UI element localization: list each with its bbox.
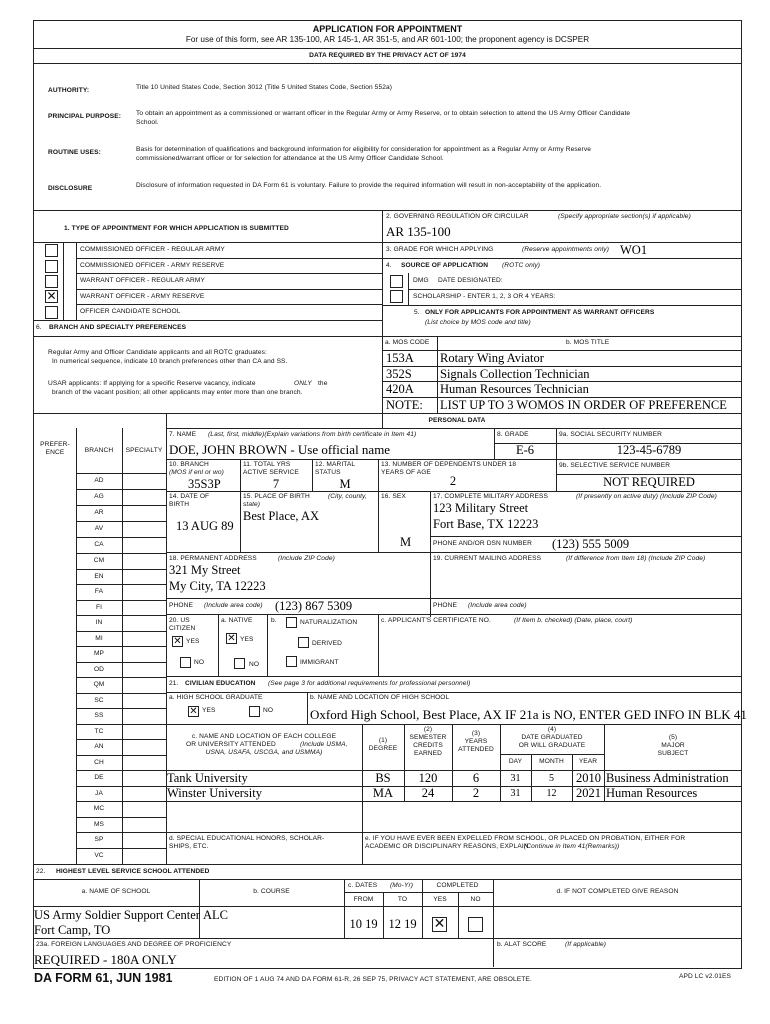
citizen-no-label: NO xyxy=(194,659,205,666)
graduated-header-2: OR WILL GRADUATE xyxy=(518,742,586,749)
citizen-no-checkbox[interactable] xyxy=(180,657,191,668)
college-credits[interactable]: 120 xyxy=(418,771,438,785)
native-no-label: NO xyxy=(249,661,260,668)
branch-code: AR xyxy=(94,509,104,516)
citizen-label: 20. US xyxy=(169,617,190,624)
college-name[interactable]: Tank University xyxy=(167,771,248,785)
military-address-line-1[interactable]: 123 Military Street xyxy=(433,501,529,515)
routine-uses-label: ROUTINE USES: xyxy=(48,149,101,156)
college-day[interactable]: 31 xyxy=(510,788,521,799)
college-day[interactable]: 31 xyxy=(510,773,521,784)
specialty-header: SPECIALTY xyxy=(125,447,163,454)
citizen-yes-label: YES xyxy=(186,638,200,645)
dob-label: 14. DATE OF xyxy=(169,493,210,500)
branch-instructions-4: branch of the vacant position; all other applicants may enter more than one branch. xyxy=(52,389,303,396)
college-month[interactable]: 5 xyxy=(549,773,554,784)
grade-label: 8. GRADE xyxy=(497,431,529,438)
ssn-label: 9a. SOCIAL SECURITY NUMBER xyxy=(559,431,662,438)
grade-applying-label: 3. GRADE FOR WHICH APPLYING xyxy=(386,246,494,253)
mailing-address-label: 19. CURRENT MAILING ADDRESS xyxy=(433,555,542,562)
marital-label: 12. MARITAL xyxy=(315,461,356,468)
not-completed-header: d. IF NOT COMPLETED GIVE REASON xyxy=(556,888,679,895)
preference-header-2: ENCE xyxy=(45,449,65,456)
ssn-value[interactable]: 123-45-6789 xyxy=(616,443,682,457)
wo-section-num: 5. xyxy=(414,309,420,316)
routine-uses-text-1: Basis for determination of qualifications and background information for eligibility for consideration for appointment as a Regular Army or Army Reserve xyxy=(136,146,591,153)
name-hint: (Last, first, middle)(Explain variations from birth certificate in Item 41) xyxy=(208,431,417,438)
total-years-value[interactable]: 7 xyxy=(272,477,280,491)
school-name-header: a. NAME OF SCHOOL xyxy=(81,888,151,895)
authority-label: AUTHORITY: xyxy=(48,87,90,94)
hs-yes-label: YES xyxy=(202,707,216,714)
option-label: COMMISSIONED OFFICER - ARMY RESERVE xyxy=(80,262,225,269)
immigrant-label: IMMIGRANT xyxy=(300,659,339,666)
dates-header: c. DATES xyxy=(348,882,378,889)
mos-title[interactable]: Signals Collection Technician xyxy=(440,367,590,381)
dsn-label: PHONE AND/OR DSN NUMBER xyxy=(433,540,533,547)
branch-code: AV xyxy=(94,525,104,532)
major-header-num: (5) xyxy=(668,734,678,741)
college-header-3: USNA, USAFA, USCGA, and USMMA) xyxy=(205,749,323,756)
branch-code: EN xyxy=(94,573,104,580)
mailing-address-hint: (If difference from Item 18) (Include ZIP Code) xyxy=(566,555,706,562)
from-header: FROM xyxy=(353,896,374,903)
wo-section-hint: (List choice by MOS code and title) xyxy=(425,319,531,326)
college-header-2b: (Include USMA, xyxy=(300,741,348,748)
completed-no-checkbox[interactable] xyxy=(468,917,483,932)
branch-code: MP xyxy=(93,650,105,657)
branch-code: CA xyxy=(94,541,104,548)
certificate-label: c. APPLICANT'S CERTIFICATE NO. xyxy=(381,617,491,624)
years-header-2: ATTENDED xyxy=(458,746,494,753)
hs-yes-checkbox[interactable]: ✕ xyxy=(189,706,198,717)
dependents-label-2: YEARS OF AGE xyxy=(381,469,431,476)
branch-instructions-2: In numerical sequence, indicate 10 branch preferences other than CA and SS. xyxy=(52,358,288,365)
option-label: WARRANT OFFICER - ARMY RESERVE xyxy=(80,293,205,300)
principal-purpose-label: PRINCIPAL PURPOSE: xyxy=(48,113,121,120)
appointment-type-label: 1. TYPE OF APPOINTMENT FOR WHICH APPLICATION IS SUBMITTED xyxy=(64,225,289,232)
branch-code: FA xyxy=(94,588,104,595)
governing-regulation-hint: (Specify appropriate section(s) if applicable) xyxy=(558,213,691,220)
degree-header: DEGREE xyxy=(368,745,398,752)
college-degree[interactable]: MA xyxy=(372,786,394,800)
dsn-value[interactable]: (123) 555 5009 xyxy=(552,537,630,551)
education-num: 21. xyxy=(169,680,179,687)
branch-code: CH xyxy=(94,759,104,766)
degree-header-num: (1) xyxy=(378,737,388,744)
college-month[interactable]: 12 xyxy=(546,788,557,799)
honors-label: d. SPECIAL EDUCATIONAL HONORS, SCHOLAR- xyxy=(169,835,325,842)
branch-code: AG xyxy=(94,493,104,500)
total-years-label-2: ACTIVE SERVICE xyxy=(243,469,299,476)
college-name[interactable]: Winster University xyxy=(167,786,262,800)
branch-code: MS xyxy=(93,821,105,828)
governing-regulation-label: 2. GOVERNING REGULATION OR CIRCULAR xyxy=(386,213,529,220)
graduated-header-num: (4) xyxy=(547,726,557,733)
branch-hint: (MOS if enl or wo) xyxy=(169,469,224,476)
routine-uses-text-2: commissioned/warrant officer or for selection for attendance at the US Army Officer Candidate School. xyxy=(136,155,444,162)
service-school-label: HIGHEST LEVEL SERVICE SCHOOL ATTENDED xyxy=(56,868,210,875)
native-label: a. NATIVE xyxy=(221,617,253,624)
naturalization-checkbox[interactable] xyxy=(286,617,297,628)
privacy-act-heading: DATA REQUIRED BY THE PRIVACY ACT OF 1974 xyxy=(309,52,466,59)
mos-code-header: a. MOS CODE xyxy=(385,339,430,346)
grade-applying-hint: (Reserve appointments only) xyxy=(522,246,609,253)
option-wo-ar-checkbox[interactable]: ✕ xyxy=(46,289,57,303)
name-label: 7. NAME xyxy=(169,431,197,438)
hs-no-checkbox[interactable] xyxy=(249,706,260,717)
citizen-yes-checkbox[interactable]: ✕ xyxy=(173,636,182,647)
month-header: MONTH xyxy=(539,758,564,765)
applicant-name[interactable]: DOE, JOHN BROWN - Use official name xyxy=(169,442,391,457)
branch-code: AN xyxy=(94,743,104,750)
branch-code: TC xyxy=(94,728,104,735)
year-header: YEAR xyxy=(578,758,598,765)
personal-data-heading: PERSONAL DATA xyxy=(428,417,486,424)
immigrant-checkbox[interactable] xyxy=(286,656,297,667)
phone-value[interactable]: (123) 867 5309 xyxy=(275,599,353,613)
dmg-label: DMG xyxy=(413,277,429,284)
selective-service-label: 9b. SELECTIVE SERVICE NUMBER xyxy=(559,462,671,469)
phone-hint: (Include area code) xyxy=(204,602,263,609)
branch-header: BRANCH xyxy=(84,447,114,454)
alat-hint: (If applicable) xyxy=(565,941,607,948)
dependents-value[interactable]: 2 xyxy=(449,474,457,488)
option-co-ra-checkbox[interactable] xyxy=(45,244,58,257)
pob-hint: (City, county, xyxy=(328,493,367,500)
course-header: b. COURSE xyxy=(253,888,290,895)
branch-label: 10. BRANCH xyxy=(169,461,209,468)
credits-header-3: EARNED xyxy=(413,750,443,757)
branch-code: QM xyxy=(93,681,105,688)
mos-title[interactable]: Human Resources Technician xyxy=(440,382,589,396)
mos-code[interactable]: 420A xyxy=(386,382,414,396)
education-label: CIVILIAN EDUCATION xyxy=(185,680,256,687)
college-major[interactable]: Business Administration xyxy=(606,771,729,785)
branch-code: IN xyxy=(95,619,103,626)
expelled-label-2: ACADEMIC OR DISCIPLINARY REASONS, EXPLAIN xyxy=(365,843,529,850)
school-location[interactable]: Fort Camp, TO xyxy=(34,923,111,937)
selective-service-value[interactable]: NOT REQUIRED xyxy=(603,475,695,489)
major-header-2: SUBJECT xyxy=(657,750,689,757)
option-b-label: b. xyxy=(271,617,277,624)
native-yes-checkbox[interactable]: ✕ xyxy=(227,633,236,644)
military-address-label: 17. COMPLETE MILITARY ADDRESS xyxy=(433,493,549,500)
dates-hint: (Mo-Yr) xyxy=(390,882,414,889)
graduated-header: DATE GRADUATED xyxy=(521,734,583,741)
school-name[interactable]: US Army Soldier Support Center xyxy=(34,908,200,922)
college-header-2: OR UNIVERSITY ATTENDED xyxy=(186,741,276,748)
college-major[interactable]: Human Resources xyxy=(606,786,698,800)
branch-code: VC xyxy=(94,852,104,859)
mos-note: LIST UP TO 3 WOMOS IN ORDER OF PREFERENCE xyxy=(440,398,727,412)
apd-version: APD LC v2.01ES xyxy=(679,973,731,980)
college-years[interactable]: 6 xyxy=(472,771,480,785)
sex-label: 16. SEX xyxy=(381,493,406,500)
form-subtitle: For use of this form, see AR 135-100, AR 145-1, AR 351-5, and AR 601-100; the proponent agency is DCSPER xyxy=(185,35,590,44)
disclosure-text: Disclosure of information requested in DA Form 61 is voluntary. Failure to provide the required information will result in non-acceptability of the application. xyxy=(136,182,602,189)
credits-header-2: CREDITS xyxy=(413,742,443,749)
credits-header-num: (2) xyxy=(423,726,433,733)
branch-instructions-only: ONLY xyxy=(294,380,312,387)
years-header: YEARS xyxy=(464,738,488,745)
pob-hint-2: state) xyxy=(243,501,261,508)
branch-code: SP xyxy=(94,836,104,843)
total-years-label: 11. TOTAL YRS xyxy=(243,461,291,468)
permanent-address-line-2[interactable]: My City, TA 12223 xyxy=(169,579,266,593)
sex-value[interactable]: M xyxy=(400,535,412,549)
phone-label: PHONE xyxy=(169,602,193,609)
mos-code[interactable]: 352S xyxy=(386,367,412,381)
permanent-address-label: 18. PERMANENT ADDRESS xyxy=(169,555,257,562)
marital-label-2: STATUS xyxy=(315,469,341,476)
college-header-1: c. NAME AND LOCATION OF EACH COLLEGE xyxy=(191,733,337,740)
option-label: WARRANT OFFICER - REGULAR ARMY xyxy=(80,277,205,284)
mailing-phone-hint: (Include area code) xyxy=(468,602,527,609)
honors-label-2: SHIPS, ETC. xyxy=(169,843,209,850)
pob-label: 15. PLACE OF BIRTH xyxy=(243,493,310,500)
branch-instructions-the: the xyxy=(318,380,328,387)
branch-pref-label: BRANCH AND SPECIALTY PREFERENCES xyxy=(49,324,187,331)
mailing-phone-label: PHONE xyxy=(433,602,457,609)
dob-label-2: BIRTH xyxy=(169,501,190,508)
completed-header: COMPLETED xyxy=(436,882,479,889)
expelled-label: e. IF YOU HAVE EVER BEEN EXPELLED FROM SCHOOL, OR PLACED ON PROBATION, EITHER FOR xyxy=(365,835,686,842)
day-header: DAY xyxy=(508,758,523,765)
to-value[interactable]: 12 19 xyxy=(388,917,417,931)
certificate-hint: (If Item b. checked) (Date, place, court) xyxy=(514,617,633,624)
dependents-label: 13. NUMBER OF DEPENDENTS UNDER 18 xyxy=(381,461,517,468)
branch-code: MI xyxy=(95,635,103,642)
branch-code: SC xyxy=(94,697,104,704)
military-address-line-2[interactable]: Fort Base, TX 12223 xyxy=(433,517,539,531)
mos-title[interactable]: Rotary Wing Aviator xyxy=(440,351,544,365)
option-label: COMMISSIONED OFFICER - REGULAR ARMY xyxy=(80,246,225,253)
hs-location-label: b. NAME AND LOCATION OF HIGH SCHOOL xyxy=(310,694,450,701)
wo-section-label: ONLY FOR APPLICANTS FOR APPOINTMENT AS WARRANT OFFICERS xyxy=(425,309,655,316)
branch-code: FI xyxy=(95,604,103,611)
education-hint: (See page 3 for additional requirements for professional personnel) xyxy=(268,680,471,687)
permanent-address-hint: (Include ZIP Code) xyxy=(278,555,335,562)
branch-code: MC xyxy=(93,805,105,812)
disclosure-label: DISCLOSURE xyxy=(48,185,93,192)
branch-code: OD xyxy=(93,666,105,673)
naturalization-label: NATURALIZATION xyxy=(300,619,358,626)
governing-regulation-value[interactable]: AR 135-100 xyxy=(386,224,451,239)
branch-value[interactable]: 35S3P xyxy=(188,477,221,491)
permanent-address-line-1[interactable]: 321 My Street xyxy=(169,563,241,577)
to-header: TO xyxy=(397,896,408,903)
source-label: SOURCE OF APPLICATION xyxy=(401,262,489,269)
native-no-checkbox[interactable] xyxy=(234,658,245,669)
branch-code: JA xyxy=(95,790,103,797)
major-header: MAJOR xyxy=(661,742,685,749)
branch-code: DE xyxy=(94,774,104,781)
edition-note: EDITION OF 1 AUG 74 AND DA FORM 61-R, 26 SEP 75, PRIVACY ACT STATEMENT, ARE OBSOLETE. xyxy=(214,976,532,983)
hs-name-location[interactable]: Oxford High School, Best Place, AX IF 21a is NO, ENTER GED INFO IN BLK 41 xyxy=(310,707,747,722)
hs-no-label: NO xyxy=(263,707,274,714)
pob-value[interactable]: Best Place, AX xyxy=(243,509,320,523)
scholarship-checkbox[interactable] xyxy=(390,290,403,303)
principal-purpose-text-1: To obtain an appointment as a commissioned or warrant officer in the Regular Army or Army Reserve, or to obtain selection to attend the US Army Officer Candidate xyxy=(136,110,631,117)
service-school-num: 22. xyxy=(36,868,46,875)
college-degree[interactable]: BS xyxy=(375,771,391,785)
principal-purpose-text-2: School. xyxy=(136,119,159,126)
native-yes-label: YES xyxy=(240,636,254,643)
college-years[interactable]: 2 xyxy=(472,786,480,800)
dob-value[interactable]: 13 AUG 89 xyxy=(176,519,234,533)
form-number: DA FORM 61, JUN 1981 xyxy=(34,971,173,985)
completed-no-header: NO xyxy=(470,896,481,903)
mos-code[interactable]: 153A xyxy=(386,351,414,365)
languages-label: 23a. FOREIGN LANGUAGES AND DEGREE OF PROFICIENCY xyxy=(36,941,232,948)
branch-instructions-3: USAR applicants: If applying for a specific Reserve vacancy, indicate xyxy=(48,380,256,387)
branch-instructions-1: Regular Army and Officer Candidate applicants and all ROTC graduates: xyxy=(48,349,267,356)
dmg-checkbox[interactable] xyxy=(390,275,403,288)
grade-value[interactable]: E-6 xyxy=(515,443,535,457)
option-ocs-checkbox[interactable] xyxy=(45,306,58,319)
college-year[interactable]: 2010 xyxy=(576,771,601,785)
alat-label: b. ALAT SCORE xyxy=(497,941,547,948)
military-address-hint: (If presently on active duty) (Include ZIP Code) xyxy=(576,493,717,500)
date-designated-label: DATE DESIGNATED: xyxy=(438,277,503,284)
hs-graduate-label: a. HIGH SCHOOL GRADUATE xyxy=(169,694,263,701)
citizen-label-2: CITIZEN xyxy=(169,625,196,632)
source-hint: (ROTC only) xyxy=(502,262,541,269)
college-year[interactable]: 2021 xyxy=(576,786,601,800)
completed-yes-header: YES xyxy=(433,896,447,903)
option-wo-ra-checkbox[interactable] xyxy=(45,275,58,288)
authority-text: Title 10 United States Code, Section 3012 (Title 5 United States Code, Section 552a) xyxy=(136,84,393,91)
completed-yes-checkbox[interactable]: ✕ xyxy=(433,916,446,932)
option-co-ar-checkbox[interactable] xyxy=(45,260,58,273)
years-header-num: (3) xyxy=(471,730,481,737)
scholarship-label: SCHOLARSHIP - ENTER 1, 2, 3 OR 4 YEARS: xyxy=(413,293,556,300)
branch-code: CM xyxy=(93,557,105,564)
grade-applying-value[interactable]: WO1 xyxy=(620,243,648,257)
college-credits[interactable]: 24 xyxy=(421,786,435,800)
option-label: OFFICER CANDIDATE SCHOOL xyxy=(80,308,181,315)
mos-note-label: NOTE: xyxy=(386,398,423,412)
derived-label: DERIVED xyxy=(312,640,343,647)
preference-header: PREFER- xyxy=(40,441,70,448)
course-value[interactable]: ALC xyxy=(203,908,228,922)
derived-checkbox[interactable] xyxy=(298,637,309,648)
branch-code: SS xyxy=(94,712,104,719)
expelled-hint: (Continue in Item 41(Remarks)) xyxy=(524,843,620,850)
branch-pref-num: 6. xyxy=(36,324,42,331)
marital-value[interactable]: M xyxy=(339,477,351,491)
source-label-num: 4. xyxy=(386,262,392,269)
from-value[interactable]: 10 19 xyxy=(349,917,378,931)
branch-code: AD xyxy=(94,477,104,484)
mos-title-header: b. MOS TITLE xyxy=(566,339,610,346)
languages-value[interactable]: REQUIRED - 180A ONLY xyxy=(34,952,177,967)
credits-header: SEMESTER xyxy=(409,734,447,741)
form-title: APPLICATION FOR APPOINTMENT xyxy=(312,24,463,34)
